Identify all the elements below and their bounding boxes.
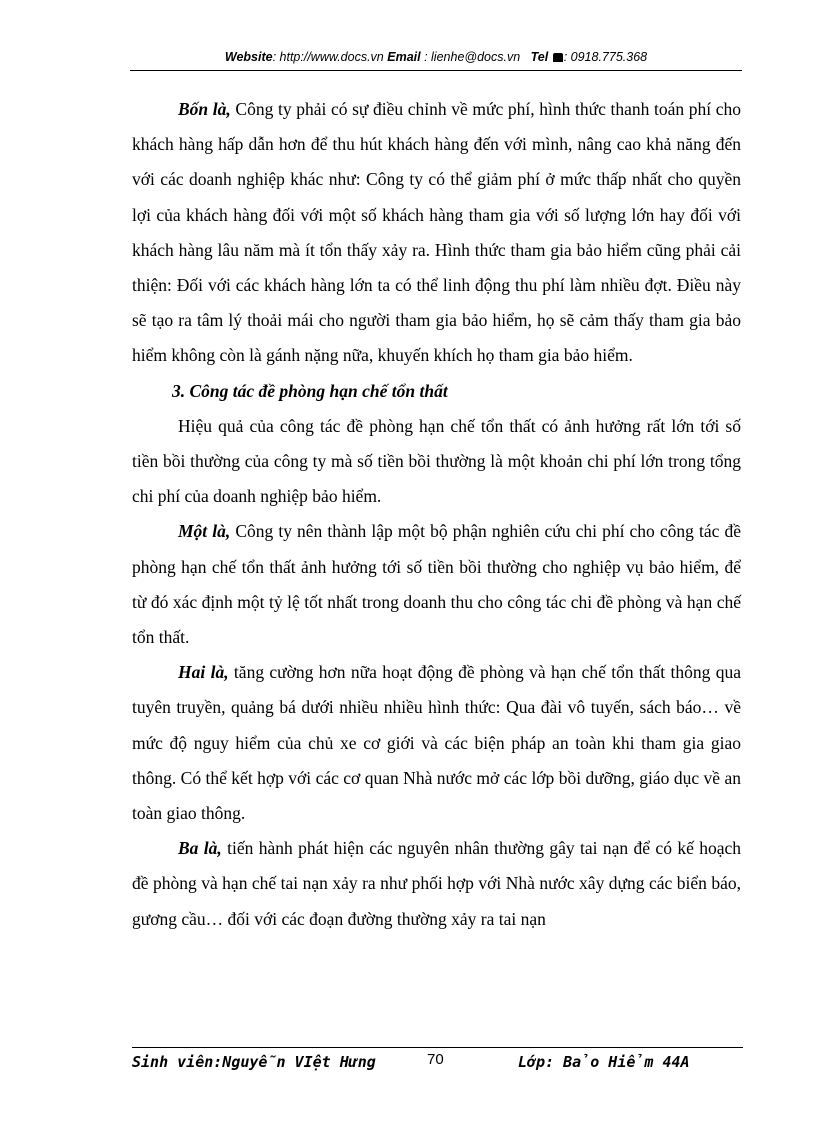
paragraph-hai-la (132, 655, 741, 831)
paragraph-bon-la (132, 92, 741, 374)
paragraph-text: Công ty phải có sự điều chỉnh về mức phí, hình thức thanh toán phí cho khách hàng hấp dẫn hơn để thu hút khách hàng đến với mình, nâng cao khả năng đến với các doanh nghiệp khác như: Công ty có thể giảm phí ở mức thấp nhất cho quyền lợi của khách hàng đối với một số khách hàng tham gia với số lượng lớn hay đối với khách hàng lâu năm mà ít tổn thấy xảy ra. Hình thức tham gia bảo hiểm cũng phải cải thiện: Đối với các khách hàng lớn ta có thể linh động thu phí làm nhiều đợt. Điều này sẽ tạo ra tâm lý thoải mái cho người tham gia bảo hiểm, họ sẽ cảm thấy tham gia bảo hiểm không còn là gánh nặng nữa, khuyến khích họ tham gia bảo hiểm. (132, 99, 741, 366)
class-name: Lớp: Bảo Hiểm 44A (518, 1053, 690, 1071)
paragraph-lead: Một là, (178, 521, 231, 542)
student-name: Sinh viên:Nguyễn VIệt Hưng (132, 1053, 376, 1071)
tel-number: : 0918.775.368 (563, 50, 648, 64)
page-header (130, 50, 742, 71)
tel-label: Tel (530, 50, 549, 64)
paragraph-text: Công ty nên thành lập một bộ phận nghiên cứu chi phí cho công tác đề phòng hạn chế tổn thất ảnh hưởng tới số tiền bồi thường cho nghiệp vụ bảo hiểm, để từ đó xác định một tỷ lệ tốt nhất trong doanh thu cho công tác chi đề phòng và hạn chế tổn thất. (132, 521, 741, 648)
page-number: 70 (427, 1051, 444, 1068)
page-footer (132, 1047, 743, 1078)
website-url: : http://www.docs.vn (272, 50, 384, 64)
paragraph-text: tăng cường hơn nữa hoạt động đề phòng và hạn chế tổn thất thông qua tuyên truyền, quảng bá dưới nhiều nhiều hình thức: Qua đài vô tuyến, sách báo… về mức độ nguy hiểm của chủ xe cơ giới và các biện pháp an toàn khi tham gia giao thông. Có thể kết hợp với các cơ quan Nhà nước mở các lớp bồi dưỡng, giáo dục về an toàn giao thông. (132, 662, 742, 824)
paragraph-lead: Hai là, (178, 662, 229, 683)
paragraph-text: Hiệu quả của công tác đề phòng hạn chế tổn thất có ảnh hưởng rất lớn tới số tiền bồi thường của công ty mà số tiền bồi thường là một khoản chi phí lớn trong tổng chi phí của doanh nghiệp bảo hiểm. (132, 415, 741, 507)
paragraph-mot-la (132, 514, 741, 655)
paragraph-intro (132, 409, 741, 515)
section-heading: 3. Công tác đề phòng hạn chế tổn thất (172, 380, 448, 401)
telephone-icon (553, 53, 563, 62)
paragraph-text: tiến hành phát hiện các nguyên nhân thường gây tai nạn để có kế hoạch đề phòng và hạn chế tai nạn xảy ra như phối hợp với Nhà nước xây dựng các biển báo, gương cầu… đối với các đoạn đường thường xảy ra tai nạn (132, 838, 741, 929)
website-label: Website (224, 50, 273, 64)
document-body (132, 92, 741, 937)
email-address: : lienhe@docs.vn (420, 50, 521, 64)
paragraph-ba-la (132, 831, 741, 937)
email-label: Email (387, 50, 421, 64)
paragraph-lead: Ba là, (178, 838, 222, 859)
paragraph-lead: Bốn là, (178, 99, 231, 119)
